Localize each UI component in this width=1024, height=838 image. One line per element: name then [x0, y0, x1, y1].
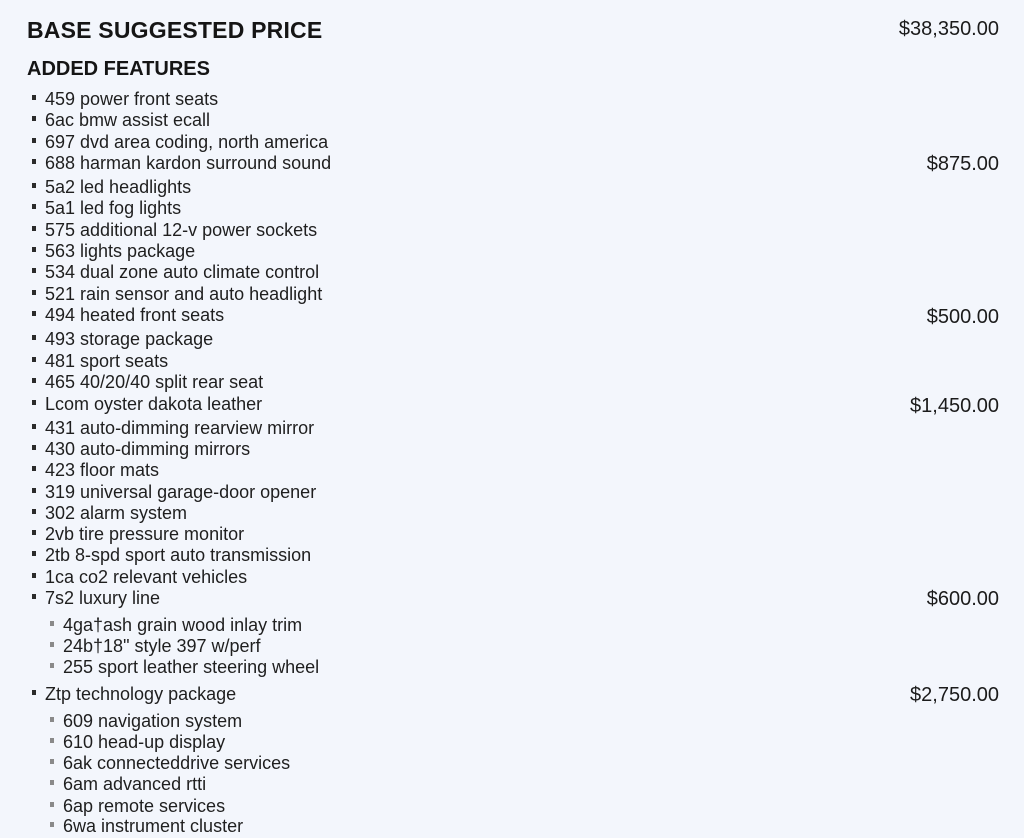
feature-item — [0, 329, 1024, 351]
feature-label: 24b†18" style 397 w/perf — [63, 636, 261, 656]
feature-label: 5a2 led headlights — [45, 177, 192, 197]
feature-item — [0, 110, 1024, 132]
feature-price: $875.00 — [926, 153, 999, 175]
bullet-icon — [50, 802, 54, 807]
feature-price: $600.00 — [926, 588, 999, 610]
feature-label: 319 universal garage-door opener — [45, 482, 317, 502]
feature-item — [0, 418, 1024, 440]
feature-label: 697 dvd area coding, north america — [45, 132, 329, 152]
feature-label: 575 additional 12-v power sockets — [45, 220, 318, 240]
feature-label: 459 power front seats — [45, 89, 219, 109]
feature-label: 493 storage package — [45, 329, 214, 349]
feature-item — [0, 684, 1024, 706]
feature-price: $1,450.00 — [910, 395, 999, 417]
feature-label: 465 40/20/40 split rear seat — [45, 372, 264, 392]
feature-label: 6ap remote services — [63, 796, 226, 816]
feature-item — [0, 89, 1024, 111]
bullet-icon — [32, 290, 36, 295]
bullet-icon — [32, 95, 36, 100]
bullet-icon — [32, 594, 36, 599]
feature-item — [0, 132, 1024, 154]
sub-feature-item — [0, 636, 1024, 658]
bullet-icon — [32, 138, 36, 143]
bullet-icon — [32, 335, 36, 340]
feature-item — [0, 545, 1024, 567]
feature-label: Ztp technology package — [45, 684, 237, 704]
bullet-icon — [50, 717, 54, 722]
bullet-icon — [32, 247, 36, 252]
sub-feature-item — [0, 615, 1024, 637]
sub-feature-item — [0, 711, 1024, 733]
feature-item — [0, 482, 1024, 504]
feature-label: 255 sport leather steering wheel — [63, 657, 320, 677]
feature-label: 609 navigation system — [63, 711, 243, 731]
feature-label: 302 alarm system — [45, 503, 188, 523]
bullet-icon — [32, 466, 36, 471]
feature-label: 521 rain sensor and auto headlight — [45, 284, 323, 304]
feature-item — [0, 372, 1024, 394]
base-price-value: $38,350.00 — [898, 18, 999, 40]
sub-feature-item — [0, 657, 1024, 679]
bullet-icon — [32, 378, 36, 383]
bullet-icon — [32, 357, 36, 362]
feature-item — [0, 153, 1024, 175]
feature-price: $2,750.00 — [910, 684, 999, 706]
bullet-icon — [32, 424, 36, 429]
feature-label: 5a1 led fog lights — [45, 198, 182, 218]
feature-label: 431 auto-dimming rearview mirror — [45, 418, 315, 438]
feature-label: 6am advanced rtti — [63, 774, 207, 794]
feature-label: 4ga†ash grain wood inlay trim — [63, 615, 303, 635]
feature-label: 534 dual zone auto climate control — [45, 262, 320, 282]
feature-label: 7s2 luxury line — [45, 588, 161, 608]
feature-label: 481 sport seats — [45, 351, 169, 371]
bullet-icon — [32, 690, 36, 695]
feature-label: 6wa instrument cluster — [63, 816, 244, 836]
bullet-icon — [32, 183, 36, 188]
bullet-icon — [32, 573, 36, 578]
bullet-icon — [50, 663, 54, 668]
added-features-heading: ADDED FEATURES — [27, 58, 210, 80]
feature-label: 688 harman kardon surround sound — [45, 153, 332, 173]
bullet-icon — [32, 551, 36, 556]
feature-item — [0, 220, 1024, 242]
bullet-icon — [32, 268, 36, 273]
sub-feature-item — [0, 753, 1024, 775]
feature-item — [0, 439, 1024, 461]
feature-item — [0, 394, 1024, 416]
feature-label: Lcom oyster dakota leather — [45, 394, 263, 414]
bullet-icon — [50, 780, 54, 785]
bullet-icon — [32, 445, 36, 450]
feature-label: 2tb 8-spd sport auto transmission — [45, 545, 312, 565]
sub-feature-item — [0, 796, 1024, 818]
sub-feature-item — [0, 732, 1024, 754]
feature-label: 2vb tire pressure monitor — [45, 524, 245, 544]
feature-price: $500.00 — [926, 306, 999, 328]
bullet-icon — [50, 738, 54, 743]
base-price-heading: BASE SUGGESTED PRICE — [27, 17, 323, 43]
feature-label: 610 head-up display — [63, 732, 226, 752]
bullet-icon — [32, 530, 36, 535]
bullet-icon — [50, 621, 54, 626]
feature-item — [0, 567, 1024, 589]
bullet-icon — [32, 488, 36, 493]
feature-label: 6ac bmw assist ecall — [45, 110, 211, 130]
feature-label: 423 floor mats — [45, 460, 160, 480]
feature-item — [0, 503, 1024, 525]
feature-item — [0, 460, 1024, 482]
feature-item — [0, 177, 1024, 199]
bullet-icon — [50, 759, 54, 764]
feature-label: 494 heated front seats — [45, 305, 225, 325]
sub-feature-item — [0, 816, 1024, 838]
feature-label: 1ca co2 relevant vehicles — [45, 567, 248, 587]
feature-item — [0, 262, 1024, 284]
feature-item — [0, 305, 1024, 327]
feature-item — [0, 284, 1024, 306]
sub-feature-item — [0, 774, 1024, 796]
bullet-icon — [32, 159, 36, 164]
bullet-icon — [32, 400, 36, 405]
bullet-icon — [32, 311, 36, 316]
bullet-icon — [32, 116, 36, 121]
feature-item — [0, 198, 1024, 220]
bullet-icon — [50, 822, 54, 827]
feature-item — [0, 351, 1024, 373]
bullet-icon — [32, 509, 36, 514]
feature-label: 430 auto-dimming mirrors — [45, 439, 251, 459]
bullet-icon — [50, 642, 54, 647]
feature-item — [0, 241, 1024, 263]
feature-item — [0, 524, 1024, 546]
feature-item — [0, 588, 1024, 610]
bullet-icon — [32, 204, 36, 209]
bullet-icon — [32, 226, 36, 231]
feature-label: 563 lights package — [45, 241, 196, 261]
feature-label: 6ak connecteddrive services — [63, 753, 291, 773]
